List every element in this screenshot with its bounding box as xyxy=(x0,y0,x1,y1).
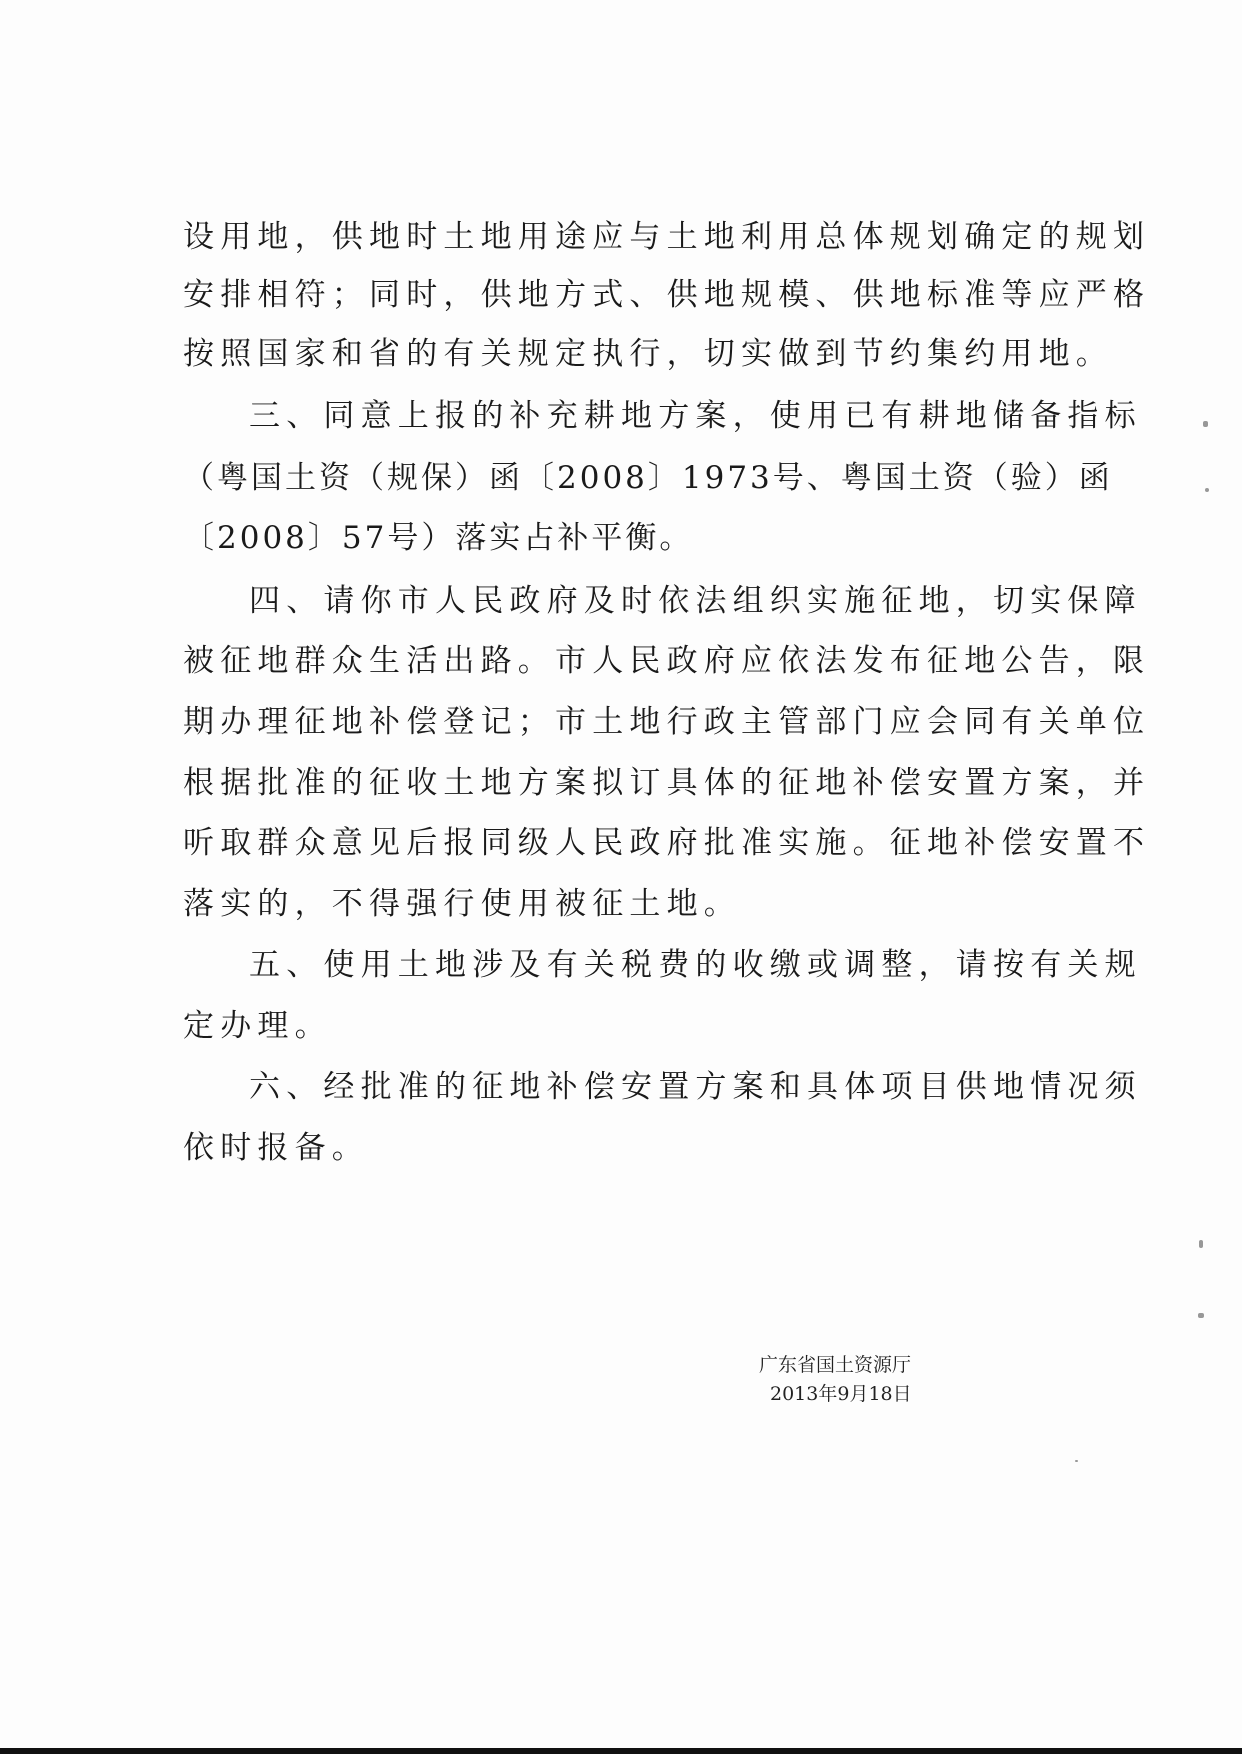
text-line: 按照国家和省的有关规定执行，切实做到节约集约用地。 xyxy=(183,336,1113,372)
issuing-organization: 广东省国土资源厅 xyxy=(759,1354,912,1376)
issue-date: 2013年9月18日 xyxy=(770,1383,912,1405)
scan-speck xyxy=(1205,488,1209,492)
scan-speck xyxy=(1075,1460,1078,1462)
text-line: （粤国土资（规保）函〔2008〕1973号、粤国土资（验）函 xyxy=(183,460,1113,496)
text-line: 依时报备。 xyxy=(183,1130,369,1166)
paragraph-three-start: 三、同意上报的补充耕地方案，使用已有耕地储备指标 xyxy=(249,398,1142,434)
text-line: 根据批准的征收土地方案拟订具体的征地补偿安置方案，并 xyxy=(183,765,1151,801)
text-line: 设用地，供地时土地用途应与土地利用总体规划确定的规划 xyxy=(183,219,1151,255)
text-line: 定办理。 xyxy=(183,1008,332,1044)
text-line: 安排相符；同时，供地方式、供地规模、供地标准等应严格 xyxy=(183,277,1151,313)
paragraph-five-start: 五、使用土地涉及有关税费的收缴或调整，请按有关规 xyxy=(249,947,1142,983)
text-line: 期办理征地补偿登记；市土地行政主管部门应会同有关单位 xyxy=(183,704,1151,740)
paragraph-four-start: 四、请你市人民政府及时依法组织实施征地，切实保障 xyxy=(249,583,1142,619)
text-line: 被征地群众生活出路。市人民政府应依法发布征地公告，限 xyxy=(183,643,1151,679)
scan-speck xyxy=(1203,421,1208,427)
scan-speck xyxy=(1198,1313,1204,1318)
text-line: 听取群众意见后报同级人民政府批准实施。征地补偿安置不 xyxy=(183,825,1151,861)
text-line: 落实的，不得强行使用被征土地。 xyxy=(183,886,741,922)
text-line: 〔2008〕57号）落实占补平衡。 xyxy=(183,520,694,556)
scan-bottom-edge xyxy=(0,1748,1242,1754)
scan-speck xyxy=(1199,1240,1203,1248)
paragraph-six-start: 六、经批准的征地补偿安置方案和具体项目供地情况须 xyxy=(249,1069,1142,1105)
